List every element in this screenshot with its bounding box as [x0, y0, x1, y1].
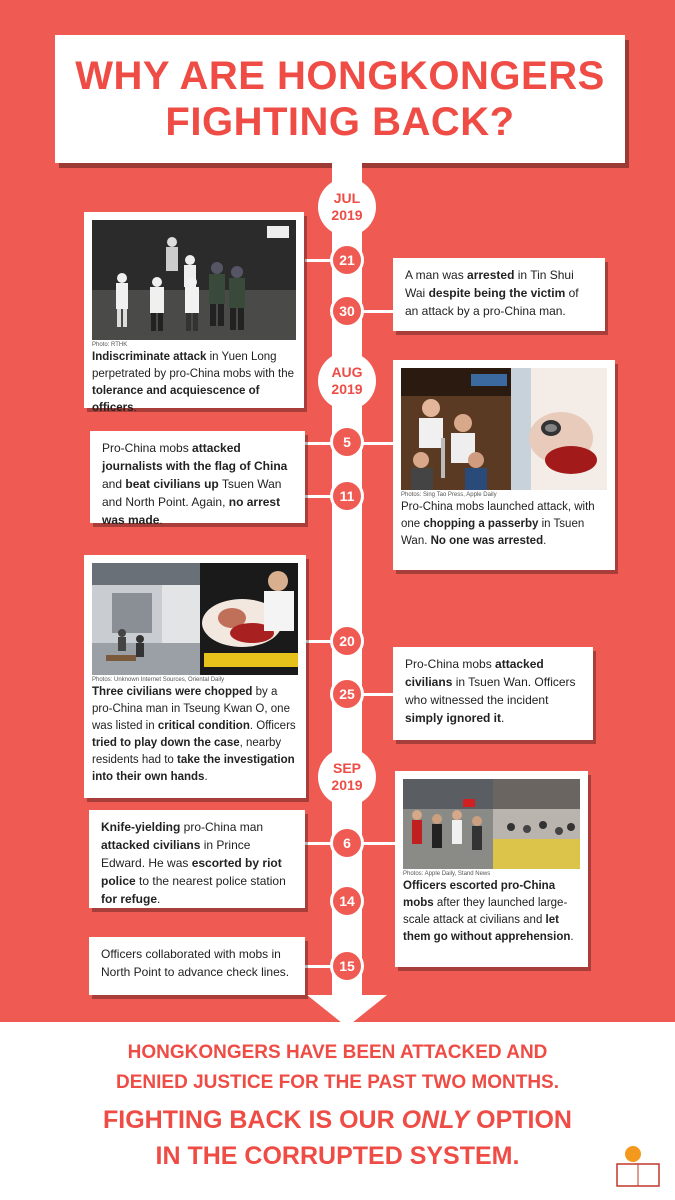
month-name: JUL: [333, 190, 361, 206]
event-card-aug25: [393, 647, 593, 740]
text-bold: simply ignored it: [405, 711, 502, 725]
text-bold: beat civilians up: [125, 477, 219, 491]
text: in Tsuen Wan.: [401, 518, 585, 547]
connector-jul30: [360, 310, 395, 313]
event-description: [405, 266, 593, 320]
event-description: [405, 655, 581, 727]
connector-aug5-right: [360, 442, 395, 445]
event-photo: [92, 563, 298, 675]
text-bold: attacked journalists with the flag of China: [102, 441, 288, 473]
event-photo: [403, 779, 580, 869]
footer-line-4: IN THE CORRUPTED SYSTEM.: [155, 1142, 520, 1170]
month-marker-sep: [318, 748, 376, 806]
text-bold: tolerance and acquiescence of officers: [92, 385, 260, 414]
text-emphasis: ONLY: [401, 1106, 470, 1134]
text-bold: take the investigation into their own hands: [92, 754, 295, 783]
connector-sep6-right: [360, 842, 395, 845]
event-card-jul30: [393, 258, 605, 331]
day-marker: 14: [330, 884, 364, 918]
event-description: [92, 684, 298, 786]
text-bold: let them go without apprehension: [403, 914, 571, 943]
day-marker: 6: [330, 826, 364, 860]
text-bold: attacked civilians: [405, 657, 544, 689]
text-bold: for refuge: [101, 892, 158, 906]
text: Tsuen Wan and North Point. Again,: [102, 477, 282, 509]
title-line-2: FIGHTING BACK?: [165, 100, 515, 144]
footer-line-2: DENIED JUSTICE FOR THE PAST TWO MONTHS.: [116, 1072, 559, 1093]
text-bold: Indiscriminate attack: [92, 351, 207, 363]
text: .: [204, 771, 208, 783]
text: in Prince Edward. He was: [101, 838, 251, 870]
text: . Officers: [249, 720, 296, 732]
photo-illustration: [403, 779, 580, 869]
text: Pro-China mobs: [102, 441, 193, 455]
connector-aug25: [360, 693, 395, 696]
event-description: [401, 499, 607, 550]
event-card-sep15: [89, 937, 305, 995]
text: .: [157, 892, 161, 906]
photo-illustration: [401, 368, 607, 490]
event-card-sep14: [395, 771, 588, 967]
event-description: [92, 349, 296, 417]
timeline-spine: [332, 150, 362, 1000]
day-marker: 30: [330, 294, 364, 328]
title-line-1: WHY ARE HONGKONGERS: [75, 54, 605, 98]
month-year: 2019: [331, 381, 363, 397]
month-marker-jul: [318, 178, 376, 236]
text: Pro-China mobs: [405, 657, 496, 671]
text: .: [543, 535, 547, 547]
event-card-sep6: [89, 810, 305, 908]
text-bold: arrested: [467, 268, 515, 282]
text: FIGHTING BACK IS OUR: [103, 1106, 402, 1134]
month-marker-aug: [318, 352, 376, 410]
footer-line-3: [0, 1102, 675, 1138]
day-marker: 15: [330, 949, 364, 983]
text-bold: attacked civilians: [101, 838, 201, 852]
title-banner: [55, 35, 625, 163]
hong-kong-sos-logo: [613, 1144, 663, 1188]
text: and: [102, 477, 126, 491]
day-marker: 25: [330, 677, 364, 711]
month-name: AUG: [331, 364, 363, 380]
text: by a pro-China man in Tseung Kwan O, one was listed in: [92, 686, 290, 732]
day-marker: 11: [330, 479, 364, 513]
day-marker: 21: [330, 243, 364, 277]
footer-line-1: HONGKONGERS HAVE BEEN ATTACKED AND: [127, 1042, 548, 1063]
event-description: [403, 878, 580, 946]
event-card-aug5: [90, 431, 305, 527]
photo-illustration: [92, 220, 296, 340]
text-bold: tried to play down the case: [92, 737, 240, 749]
text: Pro-China mobs launched attack, with one: [401, 501, 595, 530]
text-bold: No one was arrested: [430, 535, 544, 547]
photo-credit: Photos: Apple Daily, Stand News: [403, 871, 491, 877]
month-year: 2019: [331, 207, 363, 223]
text: in Tsuen Wan. Officers who witnessed the incident: [405, 675, 576, 707]
photo-credit: Photos: Unknown Internet Sources, Oriental Daily: [92, 677, 225, 683]
event-description: Officers collaborated with mobs in North Point to advance check lines.: [101, 947, 290, 979]
photo-credit: Photos: Sing Tao Press, Apple Daily: [401, 492, 497, 498]
event-card-aug20: [84, 555, 306, 798]
text-bold: Three civilians were chopped: [92, 686, 253, 698]
text-bold: despite being the victim: [428, 286, 566, 300]
text: in Tin Shui Wai: [405, 268, 574, 300]
text: of an attack by a pro-China man.: [405, 286, 579, 318]
text: .: [570, 931, 574, 943]
footer-message: [0, 1022, 675, 1200]
text-bold: Knife-yielding: [101, 820, 181, 834]
text-bold: critical condition: [157, 720, 250, 732]
text: .: [133, 402, 137, 414]
text: .: [159, 513, 163, 527]
text: in Yuen Long perpetrated by pro-China mobs with the: [92, 351, 294, 380]
text: .: [501, 711, 505, 725]
month-name: SEP: [332, 760, 361, 776]
text-bold: Officers escorted pro-China mobs: [403, 880, 556, 909]
event-card-aug11: [393, 360, 615, 570]
day-marker: 5: [330, 425, 364, 459]
text: after they launched large-scale attack at civilians and: [403, 897, 568, 926]
event-photo: [92, 220, 296, 340]
text: A man was: [405, 268, 468, 282]
text: to the nearest police station: [135, 874, 286, 888]
text-bold: escorted by riot police: [101, 856, 282, 888]
event-photo: [401, 368, 607, 490]
photo-illustration: [92, 563, 298, 675]
text-bold: no arrest was made: [102, 495, 281, 527]
event-description: [102, 439, 293, 529]
event-card-jul21: [84, 212, 304, 414]
text-bold: chopping a passerby: [423, 518, 539, 530]
day-marker: 20: [330, 624, 364, 658]
text: , nearby residents had to: [92, 737, 282, 766]
text: OPTION: [469, 1106, 572, 1134]
photo-credit: Photo: RTHK: [92, 342, 128, 348]
text: pro-China man: [180, 820, 264, 834]
event-description: [101, 818, 293, 908]
month-year: 2019: [331, 777, 363, 793]
